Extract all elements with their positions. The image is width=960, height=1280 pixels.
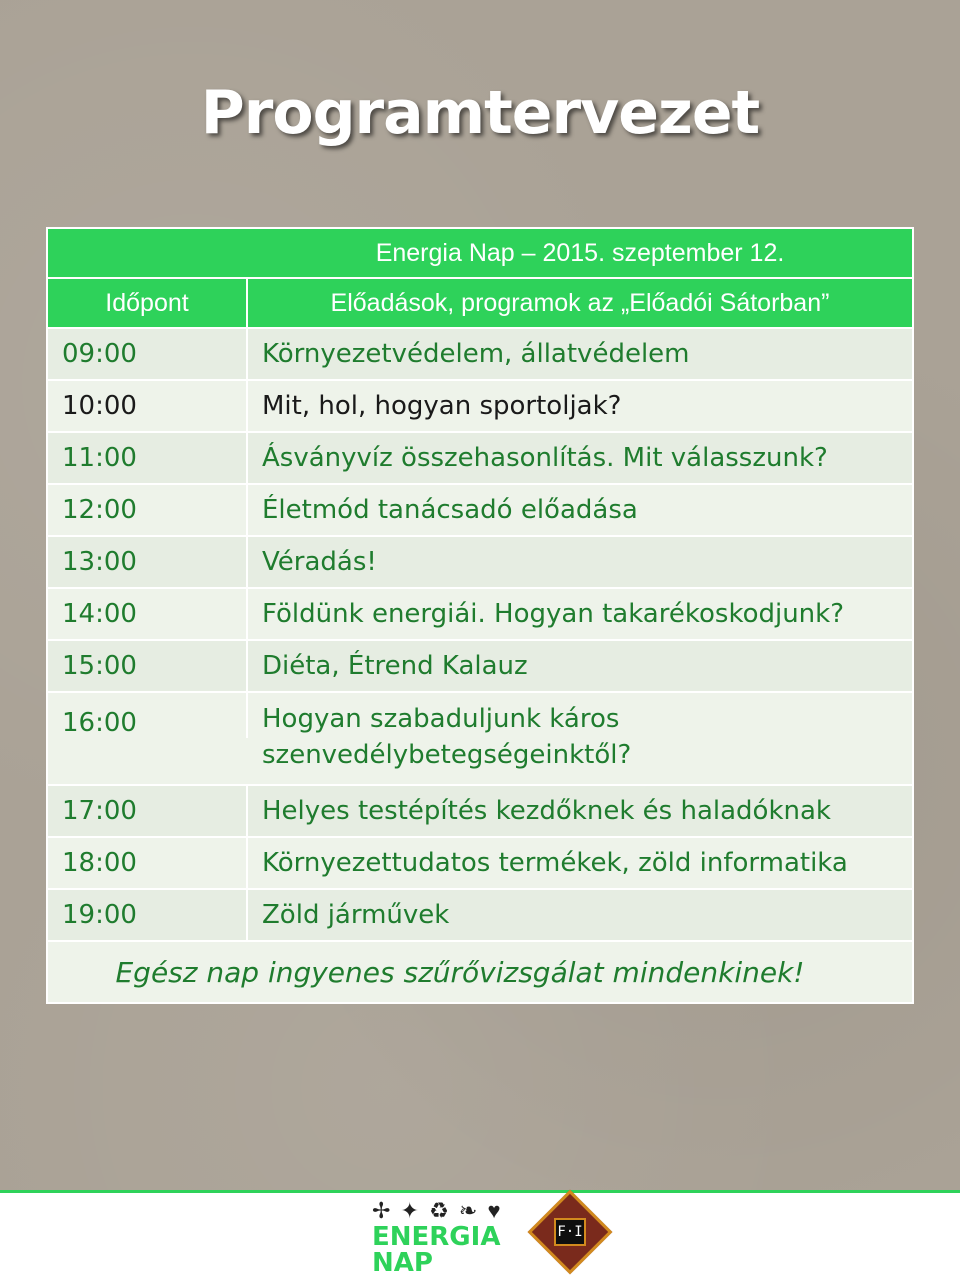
row-program: Mit, hol, hogyan sportoljak? bbox=[262, 391, 622, 421]
date-row-spacer bbox=[48, 229, 248, 277]
row-program: Zöld járművek bbox=[262, 900, 450, 930]
row-program: Környezettudatos termékek, zöld informatika bbox=[262, 848, 848, 878]
table-row bbox=[48, 433, 912, 485]
table-row bbox=[48, 589, 912, 641]
logo-line1: ENERGIA bbox=[372, 1222, 501, 1252]
row-time: 16:00 bbox=[48, 693, 248, 738]
row-time: 13:00 bbox=[48, 537, 248, 587]
schedule-table bbox=[46, 227, 914, 1004]
row-time: 11:00 bbox=[48, 433, 248, 483]
table-row bbox=[48, 838, 912, 890]
table-row bbox=[48, 329, 912, 381]
table-header-row bbox=[48, 279, 912, 329]
footer-note: Egész nap ingyenes szűrővizsgálat mindenkinek! bbox=[48, 942, 912, 1002]
table-row bbox=[48, 786, 912, 838]
row-time: 18:00 bbox=[48, 838, 248, 888]
table-row bbox=[48, 693, 912, 786]
row-time: 10:00 bbox=[48, 381, 248, 431]
row-program: Helyes testépítés kezdőknek és haladóknak bbox=[262, 796, 831, 826]
organizer-badge-text: F·I bbox=[554, 1218, 586, 1246]
row-time: 12:00 bbox=[48, 485, 248, 535]
table-row bbox=[48, 641, 912, 693]
table-row bbox=[48, 485, 912, 537]
table-row bbox=[48, 537, 912, 589]
table-row bbox=[48, 890, 912, 942]
row-time: 09:00 bbox=[48, 329, 248, 379]
event-date: Energia Nap – 2015. szeptember 12. bbox=[375, 238, 785, 267]
row-program: Véradás! bbox=[262, 547, 377, 577]
energy-symbols-icon: ✢ ✦ ♻ ❧ ♥ bbox=[372, 1198, 503, 1223]
table-date-row bbox=[48, 229, 912, 279]
logo-line2: NAP bbox=[372, 1248, 433, 1278]
row-program: Környezetvédelem, állatvédelem bbox=[262, 339, 690, 369]
page-title: Programtervezet bbox=[200, 78, 760, 148]
table-row bbox=[48, 381, 912, 433]
row-program: Földünk energiái. Hogyan takarékoskodjunk? bbox=[262, 599, 845, 629]
row-program: Ásványvíz összehasonlítás. Mit válasszunk? bbox=[262, 443, 828, 473]
row-time: 14:00 bbox=[48, 589, 248, 639]
row-time: 17:00 bbox=[48, 786, 248, 836]
row-time: 19:00 bbox=[48, 890, 248, 940]
column-header-time: Időpont bbox=[48, 279, 248, 327]
row-program: Életmód tanácsadó előadása bbox=[262, 495, 638, 525]
energia-nap-logo bbox=[372, 1224, 500, 1276]
row-time: 15:00 bbox=[48, 641, 248, 691]
column-header-program: Előadások, programok az „Előadói Sátorban” bbox=[330, 288, 830, 317]
row-program: Hogyan szabaduljunk káros szenvedélybetegségeinktől? bbox=[262, 704, 632, 770]
row-program: Diéta, Étrend Kalauz bbox=[262, 651, 528, 681]
